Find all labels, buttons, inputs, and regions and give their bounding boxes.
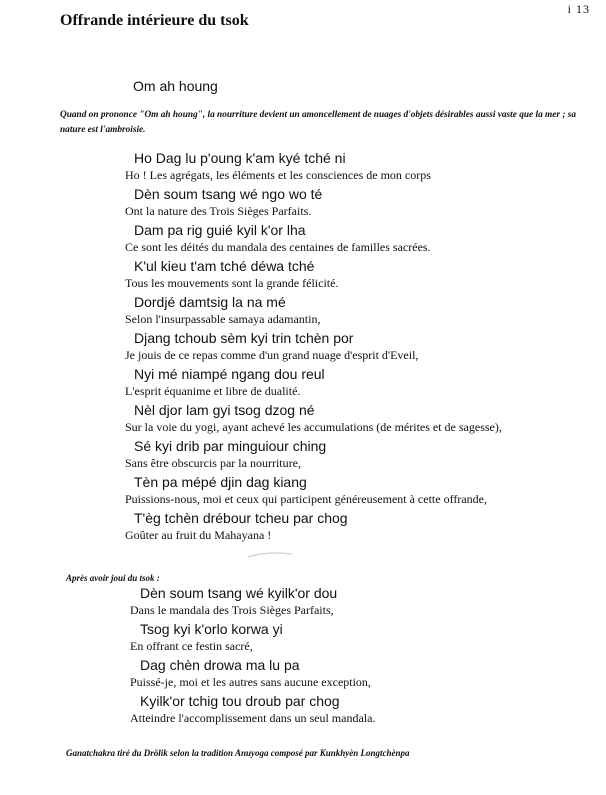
french-translation-line: Ont la nature des Trois Sièges Parfaits. — [125, 204, 312, 218]
page-number: i 13 — [567, 2, 590, 16]
tibetan-line: Ho Dag lu p'oung k'am kyé tché ni — [134, 150, 346, 166]
french-translation-line: Goûter au fruit du Mahayana ! — [125, 528, 272, 542]
after-label: Après avoir joui du tsok : — [66, 573, 160, 583]
tibetan-line: Djang tchoub sèm kyi trin tchèn por — [134, 330, 354, 346]
french-translation-line: Tous les mouvements sont la grande félicité. — [125, 276, 339, 290]
intro-note: Quand on prononce "Om ah houng", la nourriture devient un amoncellement de nuages d'objets désirables aussi vaste que la mer ; sa nature est l'ambroisie. — [60, 110, 577, 135]
tibetan-line: Dèn soum tsang wé ngo wo té — [134, 186, 323, 202]
french-translation-line: Ce sont les déités du mandala des centaines de familles sacrées. — [125, 240, 431, 254]
tibetan-line: Dam pa rig guié kyil k'or lha — [134, 222, 306, 238]
tibetan-line: T'èg tchèn drébour tcheu par chog — [134, 510, 348, 526]
mantra-line: Om ah houng — [133, 78, 218, 94]
tibetan-line: Nyi mé niampé ngang dou reul — [134, 366, 325, 382]
tibetan-line: Dordjé damtsig la na mé — [134, 294, 286, 310]
tibetan-line: Nèl djor lam gyi tsog dzog né — [134, 402, 315, 418]
french-translation-line: Selon l'insurpassable samaya adamantin, — [125, 312, 321, 326]
tibetan-line: Sé kyi drib par minguiour ching — [134, 438, 327, 454]
french-translation-line: Puissions-nous, moi et ceux qui participent généreusement à cette offrande, — [125, 492, 488, 506]
french-translation-line: Dans le mandala des Trois Sièges Parfaits, — [130, 603, 334, 617]
page-title: Offrande intérieure du tsok — [60, 12, 249, 29]
french-translation-line: L'esprit équanime et libre de dualité. — [125, 384, 301, 398]
decorative-mark — [246, 548, 296, 566]
french-translation-line: Atteindre l'accomplissement dans un seul mandala. — [130, 711, 376, 725]
french-translation-line: Sans être obscurcis par la nourriture, — [125, 456, 301, 470]
french-translation-line: Je jouis de ce repas comme d'un grand nuage d'esprit d'Eveil, — [125, 348, 419, 362]
french-translation-line: En offrant ce festin sacré, — [130, 639, 253, 653]
tibetan-line: Tèn pa mépé djin dag kiang — [134, 474, 307, 490]
pen-stroke-icon — [246, 549, 296, 561]
french-translation-line: Sur la voie du yogi, ayant achevé les accumulations (de mérites et de sagesse), — [125, 420, 502, 434]
tibetan-line: Kyilk'or tchig tou droub par chog — [140, 693, 340, 709]
tibetan-line: K'ul kieu t'am tché déwa tché — [134, 258, 315, 274]
tibetan-line: Dag chèn drowa ma lu pa — [140, 657, 300, 673]
french-translation-line: Ho ! Les agrégats, les éléments et les consciences de mon corps — [125, 168, 431, 182]
tibetan-line: Tsog kyi k'orlo korwa yi — [140, 621, 283, 637]
french-translation-line: Puissé-je, moi et les autres sans aucune exception, — [130, 675, 371, 689]
tibetan-line: Dèn soum tsang wé kyilk'or dou — [140, 585, 338, 601]
footer-credit: Ganatchakra tiré du Drölik selon la tradition Anuyoga composé par Kunkhyèn Longtchènpa — [66, 748, 410, 758]
